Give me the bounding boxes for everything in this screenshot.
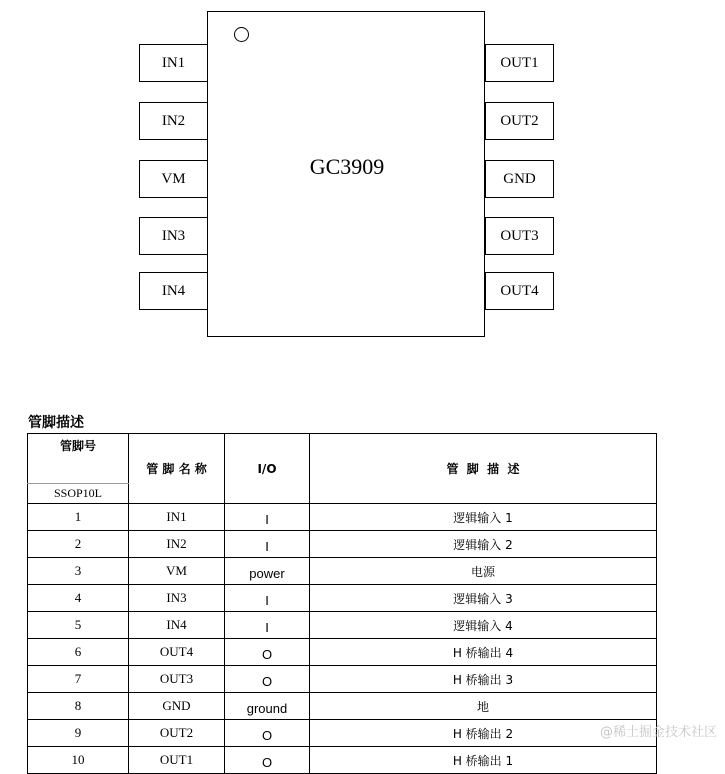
pin-number-cell: 8 [28,693,129,720]
pin-name-cell: IN1 [129,504,225,531]
pin-number-cell: 1 [28,504,129,531]
table-row [28,720,657,747]
table-row [28,585,657,612]
table-row [28,504,657,531]
pin1-indicator-circle [234,27,249,42]
io-cell: I [225,612,310,639]
pin-name-cell: IN4 [129,612,225,639]
table-row [28,693,657,720]
pin-description-cell: 地 [310,693,657,720]
io-cell: ground [225,693,310,720]
pin-description-cell: 逻辑输入 4 [310,612,657,639]
io-cell: O [225,747,310,774]
pin-description-cell: 逻辑输入 2 [310,531,657,558]
watermark: @稀土掘金技术社区 [599,725,717,740]
pin-name-cell: GND [129,693,225,720]
header-pin-name: 管 脚 名 称 [129,434,225,504]
io-cell: O [225,720,310,747]
pin-box-in1: IN1 [139,44,208,82]
pin-description-cell: 逻辑输入 3 [310,585,657,612]
pin-number-cell: 6 [28,639,129,666]
table-row [28,531,657,558]
pin-box-in4: IN4 [139,272,208,310]
pin-description-cell: H 桥输出 1 [310,747,657,774]
pin-number-cell: 10 [28,747,129,774]
io-cell: I [225,531,310,558]
pin-name-cell: OUT2 [129,720,225,747]
io-cell: power [225,558,310,585]
pin-number-cell: 2 [28,531,129,558]
pin-name-cell: OUT1 [129,747,225,774]
pin-name-cell: IN3 [129,585,225,612]
header-pin-description: 管 脚 描 述 [310,434,657,504]
io-cell: I [225,504,310,531]
pin-box-out2: OUT2 [485,102,554,140]
pin-number-cell: 7 [28,666,129,693]
io-cell: O [225,639,310,666]
pin-name-cell: OUT3 [129,666,225,693]
pin-description-cell: H 桥输出 2 [310,720,657,747]
chip-name: GC3909 [309,154,385,179]
table-row [28,639,657,666]
header-package: SSOP10L [28,484,129,504]
section-title: 管脚描述 [28,415,84,431]
pin-description-table [27,433,657,774]
pin-box-gnd: GND [485,160,554,198]
pin-box-out4: OUT4 [485,272,554,310]
pin-description-cell: H 桥输出 3 [310,666,657,693]
pin-name-cell: OUT4 [129,639,225,666]
pin-name-cell: IN2 [129,531,225,558]
table-row [28,558,657,585]
pin-number-cell: 5 [28,612,129,639]
pin-box-vm: VM [139,160,208,198]
pin-description-cell: H 桥输出 4 [310,639,657,666]
pin-box-out1: OUT1 [485,44,554,82]
header-pin-number: 管脚号 [28,434,129,484]
io-cell: O [225,666,310,693]
table-row [28,612,657,639]
pin-description-cell: 电源 [310,558,657,585]
pin-number-cell: 3 [28,558,129,585]
table-row [28,666,657,693]
pin-number-cell: 4 [28,585,129,612]
pin-name-cell: VM [129,558,225,585]
pin-box-in3: IN3 [139,217,208,255]
header-io: I/O [225,434,310,504]
pin-number-cell: 9 [28,720,129,747]
pin-box-in2: IN2 [139,102,208,140]
pin-box-out3: OUT3 [485,217,554,255]
table-row [28,747,657,774]
pin-description-cell: 逻辑输入 1 [310,504,657,531]
io-cell: I [225,585,310,612]
